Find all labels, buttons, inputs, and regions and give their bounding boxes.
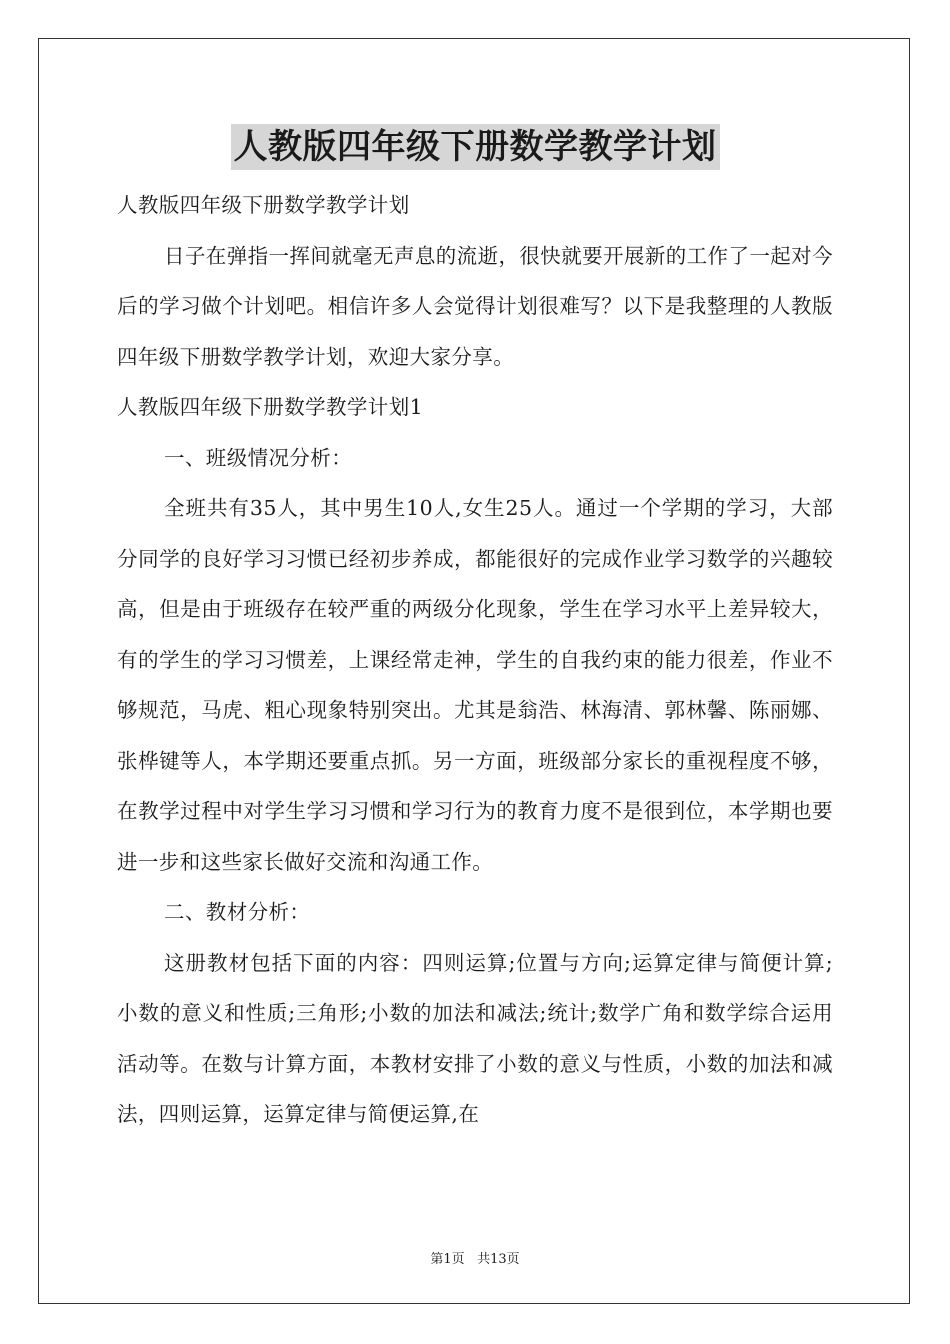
page-total: 共13页 [477, 1252, 520, 1267]
document-body [117, 180, 833, 1140]
paragraph: 人教版四年级下册数学教学计划 [117, 193, 410, 217]
page-footer [0, 1248, 950, 1267]
subsection-heading: 一、班级情况分析： [164, 445, 353, 470]
title-container [0, 124, 950, 170]
paragraph: 这册教材包括下面的内容：四则运算;位置与方向;运算定律与简便计算;小数的意义和性质;三角形;小数的加法和减法;统计;数学广角和数学综合运用活动等。在数与计算方面，本教材安排了小数的意义与性质，小数的加法和减法，四则运算，运算定律与简便运算,在 [117, 950, 833, 1126]
paragraph: 日子在弹指一挥间就毫无声息的流逝，很快就要开展新的工作了一起对今后的学习做个计划吧。相信许多人会觉得计划很难写？以下是我整理的人教版四年级下册数学教学计划，欢迎大家分享。 [117, 243, 833, 369]
subsection-heading: 二、教材分析： [164, 900, 311, 924]
paragraph: 全班共有35人，其中男生10人,女生25人。通过一个学期的学习，大部分同学的良好学习习惯已经初步养成，都能很好的完成作业学习数学的兴趣较高，但是由于班级存在较严重的两级分化现象，学生在学习水平上差异较大，有的学生的学习习惯差，上课经常走神，学生的自我约束的能力很差，作业不够规范，马虎、粗心现象特别突出。尤其是翁浩、林海清、郭林馨、陈丽娜、张桦键等人，本学期还要重点抓。另一方面，班级部分家长的重视程度不够，在教学过程中对学生学习习惯和学习行为的教育力度不是很到位，本学期也要进一步和这些家长做好交流和沟通工作。 [117, 496, 833, 874]
document-title: 人教版四年级下册数学教学计划 [231, 124, 720, 170]
page-number: 第1页 [430, 1252, 465, 1267]
section-heading: 人教版四年级下册数学教学计划1 [117, 395, 424, 419]
